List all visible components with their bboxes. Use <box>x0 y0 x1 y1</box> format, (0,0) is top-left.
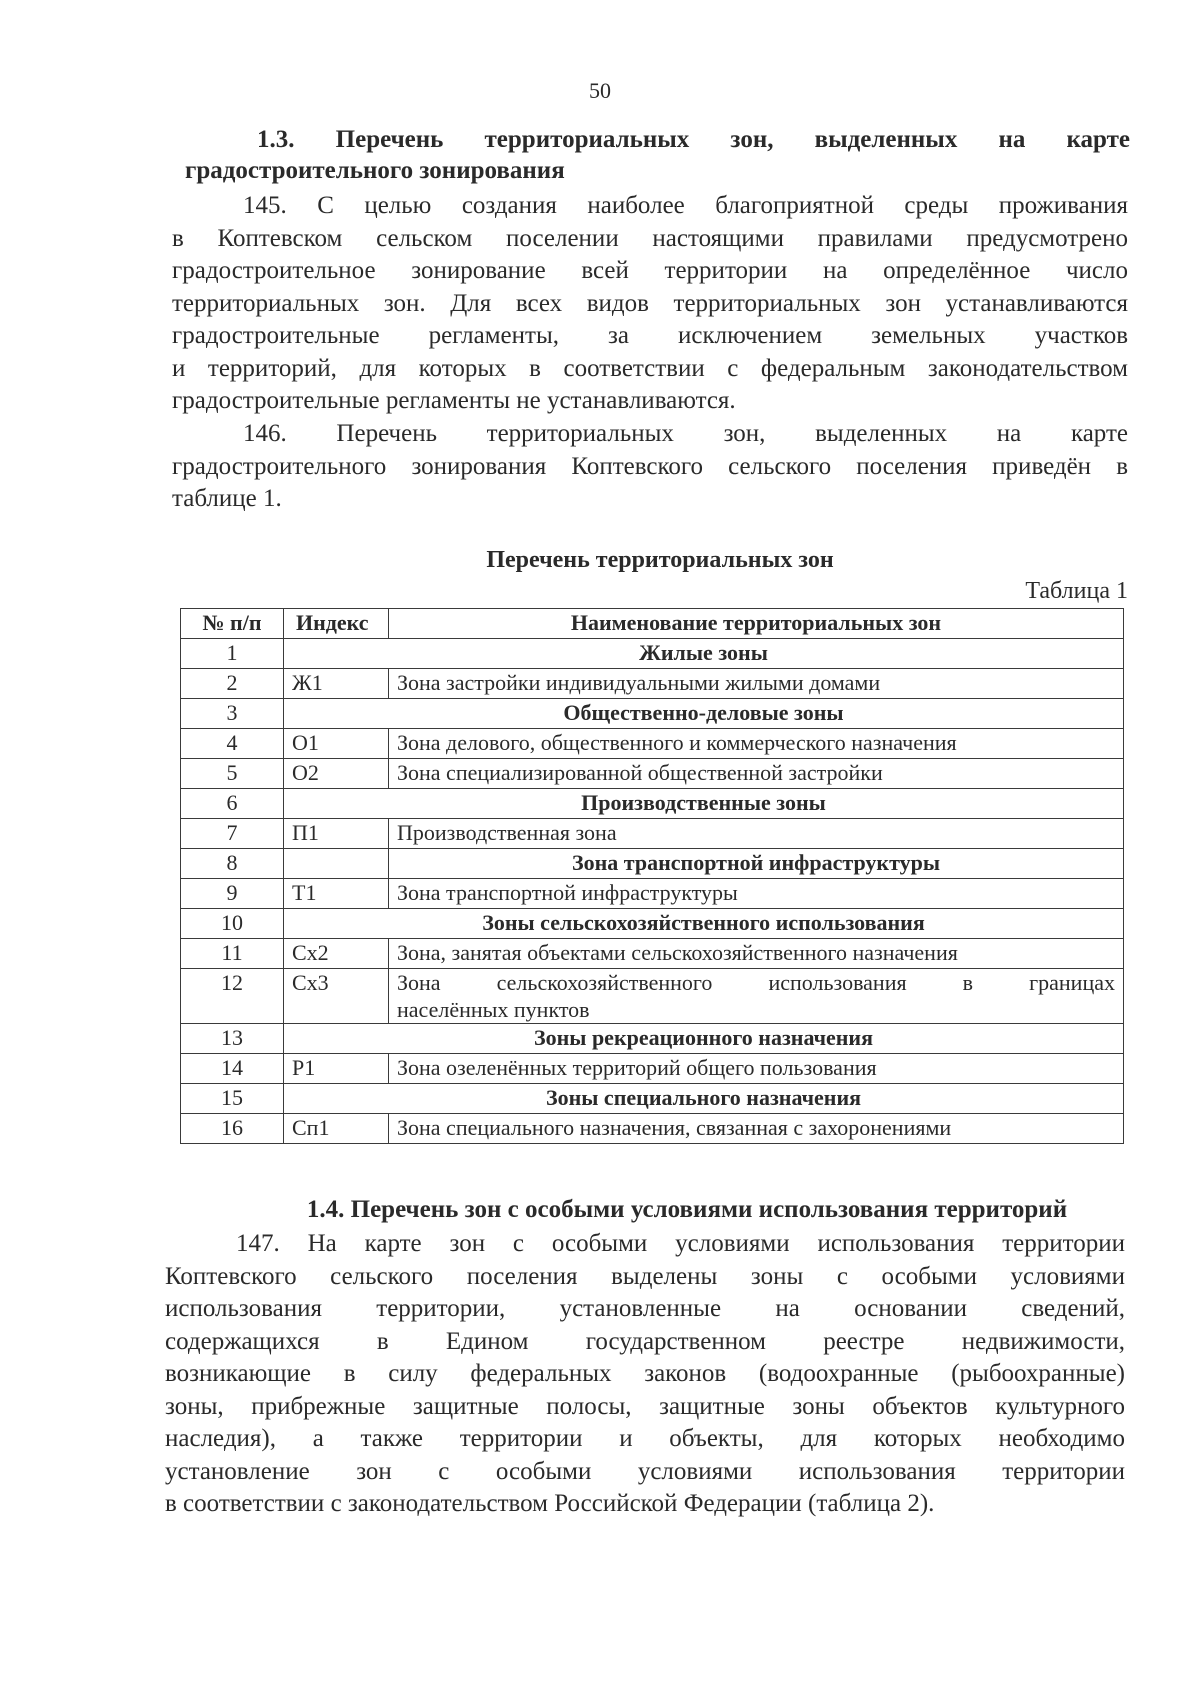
zone-group-title: Зоны специального назначения <box>284 1084 1124 1114</box>
zone-name: Зона специального назначения, связанная с захоронениями <box>389 1114 1124 1144</box>
zone-group-title: Общественно-деловые зоны <box>284 699 1124 729</box>
paragraph-line: 147. На карте зон с особыми условиями использования территории <box>236 1230 1125 1257</box>
paragraph-line: наследия), а также территории и объекты, для которых необходимо <box>165 1425 1125 1452</box>
table-row <box>181 669 1124 699</box>
zone-name-line: населённых пунктов <box>397 997 590 1022</box>
zone-name: Зона озеленённых территорий общего пользования <box>389 1054 1124 1084</box>
paragraph-line: градостроительное зонирование всей территории на определённое число <box>172 257 1128 284</box>
page-number: 50 <box>589 78 611 103</box>
row-number: 14 <box>181 1054 284 1084</box>
header-zone-name: Наименование территориальных зон <box>389 609 1124 639</box>
paragraph-line: территориальных зон. Для всех видов территориальных зон устанавливаются <box>172 289 1128 317</box>
paragraph-146 <box>172 418 1128 516</box>
table-row <box>181 939 1124 969</box>
row-number: 11 <box>181 939 284 969</box>
zone-index: Т1 <box>284 879 389 909</box>
paragraph-line: возникающие в силу федеральных законов (водоохранные (рыбоохранные) <box>165 1360 1125 1387</box>
row-number: 10 <box>181 909 284 939</box>
table-row <box>181 1114 1124 1144</box>
row-number: 4 <box>181 729 284 759</box>
table-row <box>181 969 1124 1024</box>
table-header-row <box>181 609 1124 639</box>
row-number: 1 <box>181 639 284 669</box>
zone-index: Р1 <box>284 1054 389 1084</box>
table-row <box>181 699 1124 729</box>
paragraph-line: в соответствии с законодательством Российской Федерации (таблица 2). <box>165 1490 935 1517</box>
zone-index: Сп1 <box>284 1114 389 1144</box>
zone-group-title: Зоны сельскохозяйственного использования <box>284 909 1124 939</box>
table-row <box>181 1024 1124 1054</box>
section-1-3-heading-line2: градостроительного зонирования <box>185 157 565 184</box>
paragraph-line: в Коптевском сельском поселении настоящими правилами предусмотрено <box>172 224 1128 252</box>
row-number: 7 <box>181 819 284 849</box>
zone-index: Сх2 <box>284 939 389 969</box>
zone-index: Сх3 <box>284 969 389 1024</box>
zone-index-empty <box>284 849 389 879</box>
row-number: 15 <box>181 1084 284 1114</box>
zone-index: О1 <box>284 729 389 759</box>
row-number: 6 <box>181 789 284 819</box>
paragraph-line: использования территории, установленные на основании сведений, <box>165 1295 1125 1322</box>
table-row <box>181 909 1124 939</box>
zone-name: Зона делового, общественного и коммерческого назначения <box>389 729 1124 759</box>
row-number: 13 <box>181 1024 284 1054</box>
header-number: № п/п <box>181 609 284 639</box>
table-row <box>181 1084 1124 1114</box>
paragraph-line: установление зон с особыми условиями использования территории <box>165 1457 1125 1485</box>
paragraph-line: градостроительные регламенты не устанавливаются. <box>172 387 736 414</box>
row-number: 3 <box>181 699 284 729</box>
zone-name: Зона застройки индивидуальными жилыми домами <box>389 669 1124 699</box>
zone-name: Зона специализированной общественной застройки <box>389 759 1124 789</box>
table-row <box>181 759 1124 789</box>
row-number: 5 <box>181 759 284 789</box>
zone-index: О2 <box>284 759 389 789</box>
zone-name: Производственная зона <box>389 819 1124 849</box>
row-number: 8 <box>181 849 284 879</box>
paragraph-145 <box>172 190 1128 418</box>
table-1-title: Перечень территориальных зон <box>486 547 834 573</box>
zone-group-title: Производственные зоны <box>284 789 1124 819</box>
table-row <box>181 789 1124 819</box>
table-row <box>181 729 1124 759</box>
paragraph-line: таблице 1. <box>172 485 282 512</box>
table-row <box>181 639 1124 669</box>
territorial-zones-table <box>180 608 1124 1144</box>
section-1-3-heading <box>185 124 1130 186</box>
paragraph-line: и территорий, для которых в соответствии с федеральным законодательством <box>172 354 1128 382</box>
paragraph-line: содержащихся в Едином государственном реестре недвижимости, <box>165 1327 1125 1355</box>
zone-index: Ж1 <box>284 669 389 699</box>
table-row <box>181 819 1124 849</box>
paragraph-line: градостроительные регламенты, за исключением земельных участков <box>172 322 1128 349</box>
row-number: 12 <box>181 969 284 1024</box>
zone-name: Зона, занятая объектами сельскохозяйственного назначения <box>389 939 1124 969</box>
paragraph-147 <box>165 1228 1125 1521</box>
zone-group-title: Зоны рекреационного назначения <box>284 1024 1124 1054</box>
table-1-label: Таблица 1 <box>1025 578 1128 604</box>
zone-index: П1 <box>284 819 389 849</box>
row-number: 2 <box>181 669 284 699</box>
section-1-3-heading-line1: 1.3. Перечень территориальных зон, выделенных на карте <box>257 126 1130 153</box>
zone-name-line: Зона сельскохозяйственного использования в границах <box>397 970 1115 995</box>
paragraph-line: зоны, прибрежные защитные полосы, защитные зоны объектов культурного <box>165 1392 1125 1420</box>
zone-group-title: Зона транспортной инфраструктуры <box>389 849 1124 879</box>
row-number: 9 <box>181 879 284 909</box>
header-index: Индекс <box>284 609 389 639</box>
zone-name <box>389 969 1124 1024</box>
paragraph-line: Коптевского сельского поселения выделены зоны с особыми условиями <box>165 1262 1125 1290</box>
table-row <box>181 879 1124 909</box>
paragraph-line: градостроительного зонирования Коптевского сельского поселения приведён в <box>172 452 1128 480</box>
zone-name: Зона транспортной инфраструктуры <box>389 879 1124 909</box>
table-row <box>181 1054 1124 1084</box>
paragraph-line: 146. Перечень территориальных зон, выделенных на карте <box>243 420 1128 447</box>
table-row <box>181 849 1124 879</box>
paragraph-line: 145. С целью создания наиболее благоприятной среды проживания <box>243 192 1128 219</box>
section-1-4-heading: 1.4. Перечень зон с особыми условиями использования территорий <box>306 1196 1068 1223</box>
row-number: 16 <box>181 1114 284 1144</box>
zone-group-title: Жилые зоны <box>284 639 1124 669</box>
